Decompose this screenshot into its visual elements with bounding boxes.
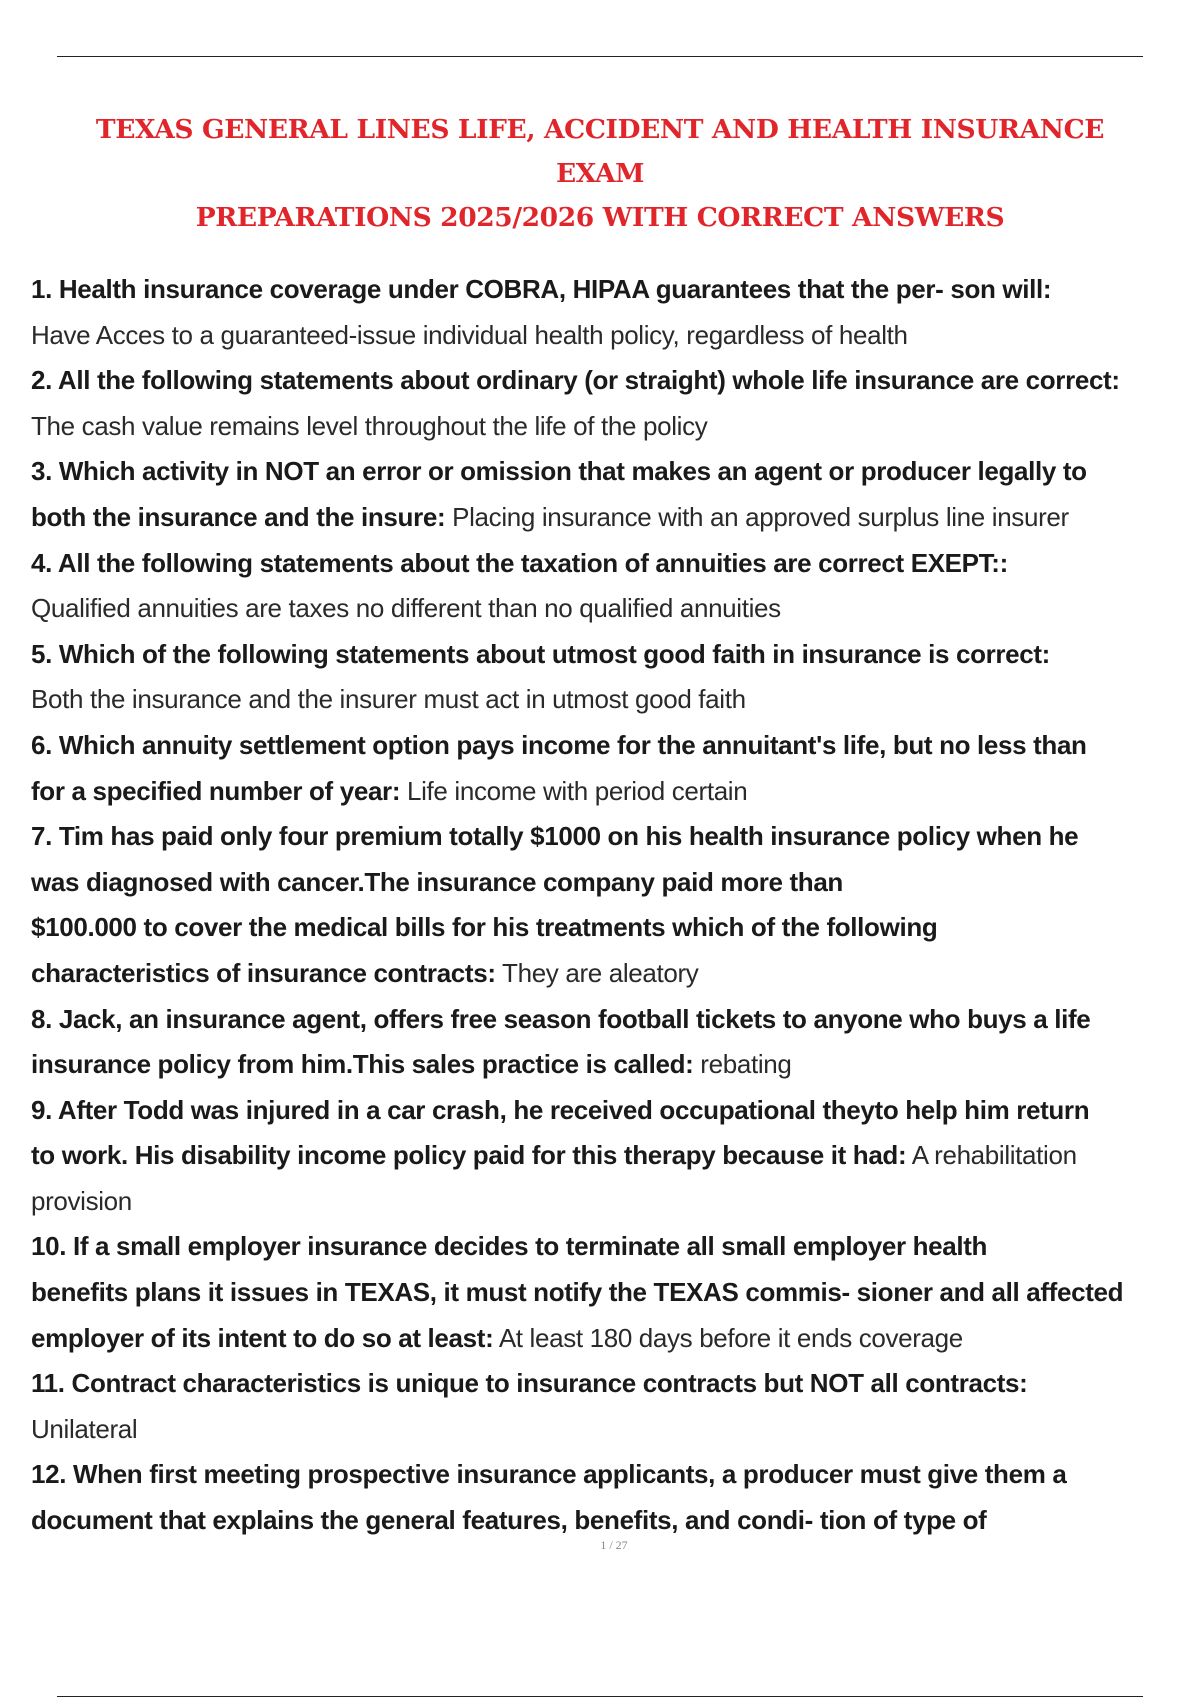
question-answer-list xyxy=(31,267,1200,1544)
question-text: document that explains the general features, benefits, and condi- tion of type of xyxy=(31,1505,987,1536)
text-line xyxy=(31,404,1200,450)
question-text: insurance policy from him.This sales practice is called: xyxy=(31,1049,694,1080)
question-text: 2. All the following statements about ordinary (or straight) whole life insurance are correct: xyxy=(31,365,1120,396)
question-text: 1. Health insurance coverage under COBRA, HIPAA guarantees that the per- son will: xyxy=(31,274,1052,304)
document-title xyxy=(60,108,1140,240)
bottom-rule xyxy=(57,1696,1143,1697)
answer-text: Placing insurance with an approved surplus line insurer xyxy=(445,501,1069,532)
question-text: characteristics of insurance contracts: xyxy=(31,957,496,988)
answer-text: Life income with period certain xyxy=(400,775,748,806)
text-line xyxy=(31,495,1200,541)
question-text: 4. All the following statements about the taxation of annuities are correct EXEPT:: xyxy=(31,547,1008,578)
question-text: 6. Which annuity settlement option pays income for the annuitant's life, but no less than xyxy=(31,729,1087,760)
question-text: 7. Tim has paid only four premium totally $1000 on his health insurance policy when he xyxy=(31,821,1079,852)
text-line xyxy=(31,814,1200,860)
text-line xyxy=(31,1133,1200,1179)
text-line xyxy=(31,769,1200,815)
answer-text: The cash value remains level throughout the life of the policy xyxy=(31,410,708,441)
question-text: employer of its intent to do so at least: xyxy=(31,1322,494,1353)
text-line xyxy=(31,267,1200,313)
page-number: 1 / 27 xyxy=(600,1538,628,1552)
question-text: 11. Contract characteristics is unique to insurance contracts but NOT all contracts: xyxy=(31,1368,1028,1399)
answer-text: Have Acces to a guaranteed-issue individual health policy, regardless of health xyxy=(31,319,908,350)
text-line xyxy=(31,677,1200,723)
question-text: 9. After Todd was injured in a car crash, he received occupational theyto help him return xyxy=(31,1094,1090,1125)
text-line xyxy=(31,905,1200,951)
text-line xyxy=(31,997,1200,1043)
text-line xyxy=(31,1361,1200,1407)
answer-text: Qualified annuities are taxes no different than no qualified annuities xyxy=(31,593,781,624)
text-line xyxy=(31,723,1200,769)
text-line xyxy=(31,860,1200,906)
question-text: to work. His disability income policy paid for this therapy because it had: xyxy=(31,1140,907,1171)
question-text: $100.000 to cover the medical bills for his treatments which of the following xyxy=(31,912,938,943)
answer-text: Unilateral xyxy=(31,1413,138,1444)
text-line xyxy=(31,358,1200,404)
answer-text: They are aleatory xyxy=(495,957,699,988)
question-text: 3. Which activity in NOT an error or omission that makes an agent or producer legally to xyxy=(31,456,1087,487)
text-line xyxy=(31,1498,1200,1544)
question-text: 8. Jack, an insurance agent, offers free season football tickets to anyone who buys a life xyxy=(31,1003,1091,1034)
text-line xyxy=(31,1270,1200,1316)
answer-text: provision xyxy=(31,1185,132,1216)
text-line xyxy=(31,1316,1200,1362)
question-text: was diagnosed with cancer.The insurance company paid more than xyxy=(31,866,843,897)
question-text: both the insurance and the insure: xyxy=(31,501,446,532)
answer-text: Both the insurance and the insurer must act in utmost good faith xyxy=(31,684,746,715)
question-text: 12. When first meeting prospective insurance applicants, a producer must give them a xyxy=(31,1459,1067,1490)
text-line xyxy=(31,541,1200,587)
text-line xyxy=(31,1452,1200,1498)
text-line xyxy=(31,1088,1200,1134)
title-line-1: TEXAS GENERAL LINES LIFE, ACCIDENT AND HEALTH INSURANCE EXAM xyxy=(95,114,1105,189)
answer-text: A rehabilitation xyxy=(906,1140,1077,1171)
question-text: 10. If a small employer insurance decides to terminate all small employer health xyxy=(31,1231,988,1262)
title-line-2: PREPARATIONS 2025/2026 WITH CORRECT ANSWERS xyxy=(195,202,1005,233)
text-line xyxy=(31,1224,1200,1270)
text-line xyxy=(31,632,1200,678)
text-line xyxy=(31,586,1200,632)
question-text: benefits plans it issues in TEXAS, it must notify the TEXAS commis- sioner and all affected xyxy=(31,1277,1124,1308)
question-text: 5. Which of the following statements about utmost good faith in insurance is correct: xyxy=(31,638,1050,669)
text-line xyxy=(31,449,1200,495)
answer-text: At least 180 days before it ends coverage xyxy=(493,1322,963,1353)
text-line xyxy=(31,1042,1200,1088)
text-line xyxy=(31,1407,1200,1453)
answer-text: rebating xyxy=(693,1049,792,1080)
top-rule xyxy=(57,56,1143,57)
text-line xyxy=(31,951,1200,997)
text-line xyxy=(31,313,1200,359)
text-line xyxy=(31,1179,1200,1225)
question-text: for a specified number of year: xyxy=(31,775,401,806)
